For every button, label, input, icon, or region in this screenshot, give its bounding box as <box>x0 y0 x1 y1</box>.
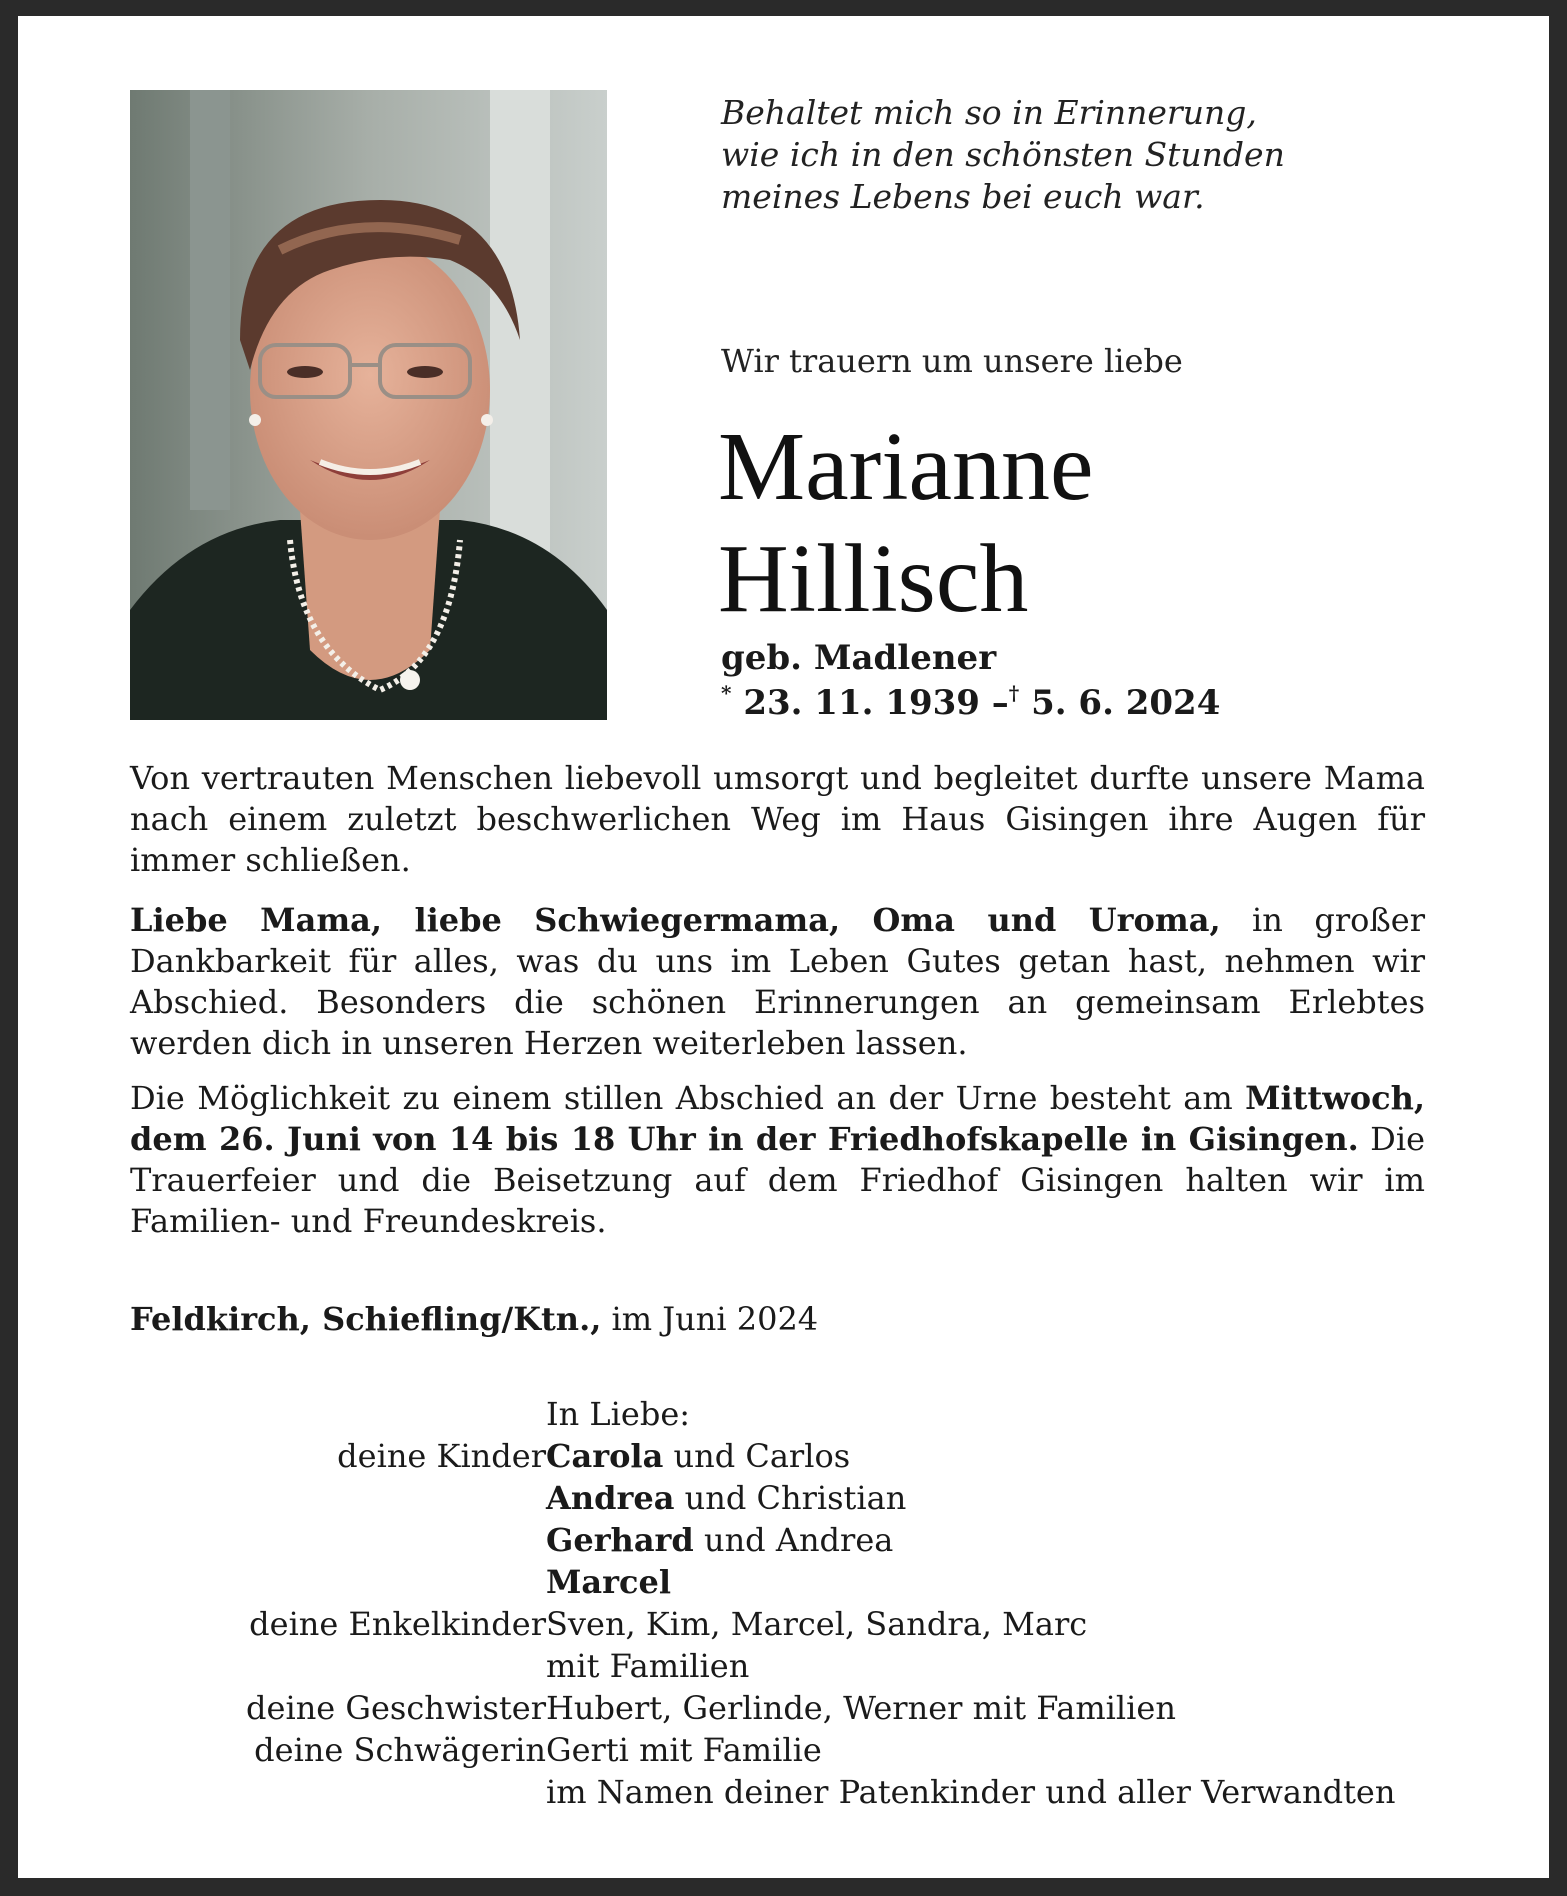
first-name: Marianne <box>718 413 1094 521</box>
last-name: Hillisch <box>718 525 1029 633</box>
place-bold: Feldkirch, Schiefling/Ktn., <box>130 1300 602 1338</box>
closing-line: im Namen deiner Patenkinder und aller Verwandten <box>546 1773 1396 1811</box>
date-separator: – <box>991 683 1009 723</box>
enkel-line-1: Sven, Kim, Marcel, Sandra, Marc <box>546 1605 1088 1643</box>
kinder-2 <box>546 1478 906 1519</box>
kinder-3 <box>546 1520 893 1561</box>
portrait-illustration <box>130 90 607 720</box>
kinder-4 <box>546 1562 671 1603</box>
birth-date: 23. 11. 1939 <box>743 683 980 723</box>
paragraph-3 <box>130 1078 1425 1242</box>
portrait-photo <box>130 90 607 720</box>
paragraph-2-bold: Liebe Mama, liebe Schwiegermama, Oma und Uroma, <box>130 901 1221 939</box>
paragraph-3-rest: Die Trauerfeier und die Beisetzung auf dem Friedhof Gisingen halten wir im Familien- und Freundeskreis. <box>130 1120 1426 1240</box>
life-dates <box>721 681 1220 723</box>
geschwister-names: Hubert, Gerlinde, Werner mit Familien <box>546 1689 1176 1727</box>
kinder-label: deine Kinder <box>337 1437 546 1475</box>
in-love: In Liebe: <box>546 1395 691 1433</box>
kind-4-name: Marcel <box>546 1563 672 1601</box>
obituary-page <box>18 16 1549 1878</box>
intro-line: Wir trauern um unsere liebe <box>721 342 1183 380</box>
deceased-name <box>718 411 1094 635</box>
kind-1-partner: und Carlos <box>663 1437 851 1475</box>
maiden-name: geb. Madlener <box>721 638 997 678</box>
kind-3-name: Gerhard <box>546 1521 694 1559</box>
schwaegerin-names: Gerti mit Familie <box>546 1731 822 1769</box>
quote-line-1: Behaltet mich so in Erinnerung, <box>721 93 1257 132</box>
kind-2-partner: und Christian <box>674 1479 907 1517</box>
death-symbol: † <box>1008 681 1020 705</box>
paragraph-1: Von vertrauten Menschen liebevoll umsorgt und begleitet durfte unsere Mama nach einem zuletzt beschwerlichen Weg im Haus Gisingen ihre Augen für immer schließen. <box>130 759 1425 879</box>
birth-symbol: * <box>721 681 732 705</box>
geschwister-label: deine Geschwister <box>246 1689 546 1727</box>
schwaegerin-label: deine Schwägerin <box>254 1731 546 1769</box>
kind-3-partner: und Andrea <box>693 1521 894 1559</box>
memorial-quote <box>721 92 1421 218</box>
enkel-line-2: mit Familien <box>546 1647 750 1685</box>
death-date: 5. 6. 2024 <box>1031 683 1221 723</box>
paragraph-3-bold: Mittwoch, dem 26. Juni von 14 bis 18 Uhr in der Friedhofskapelle in Gisingen. <box>130 1079 1425 1158</box>
kind-2-name: Andrea <box>546 1479 675 1517</box>
paragraph-3-start: Die Möglichkeit zu einem stillen Abschied an der Urne besteht am <box>130 1079 1246 1117</box>
paragraph-2-rest: in großer Dankbarkeit für alles, was du uns im Leben Gutes getan hast, nehmen wir Abschied. Besonders die schönen Erinnerungen an gemeinsam Erlebtes werden dich in unseren Herzen weiterleben lassen. <box>130 901 1426 1062</box>
kinder-1 <box>546 1436 850 1477</box>
place-and-date <box>130 1300 818 1338</box>
kind-1-name: Carola <box>546 1437 664 1475</box>
quote-line-3: meines Lebens bei euch war. <box>721 177 1205 216</box>
enkel-label: deine Enkelkinder <box>249 1605 546 1643</box>
paragraph-2 <box>130 900 1425 1064</box>
place-rest: im Juni 2024 <box>601 1300 819 1338</box>
quote-line-2: wie ich in den schönsten Stunden <box>721 135 1285 174</box>
